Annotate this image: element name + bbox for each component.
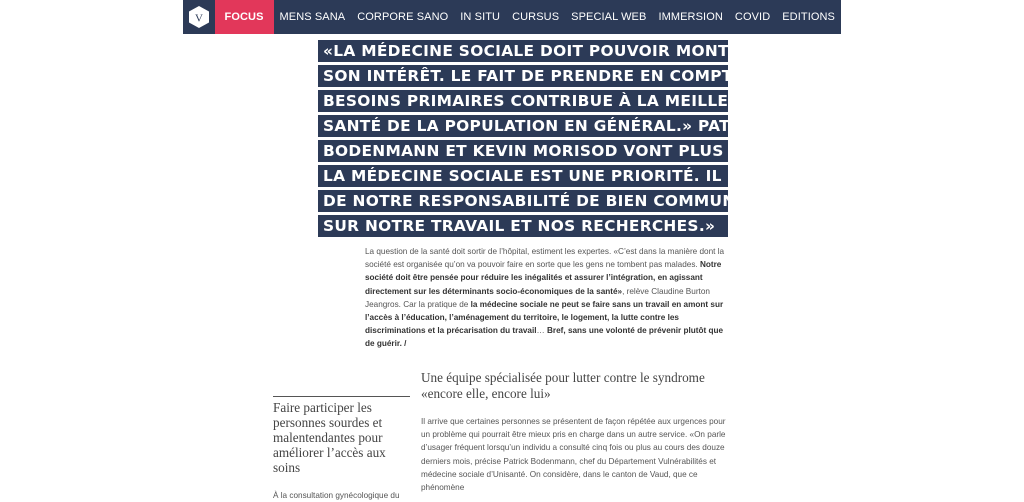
quote-line: SON INTÉRÊT. LE FAIT DE PRENDRE EN COMPTE LES (318, 65, 728, 87)
quote-line: LA MÉDECINE SOCIALE EST UNE PRIORITÉ. IL EST AUSSI (318, 165, 728, 187)
nav-corpore-sano[interactable]: CORPORE SANO (357, 11, 449, 23)
paragraph-text: La question de la santé doit sortir de l’hôpital, estiment les expertes. «C’est dans la manière dont la société est organisée qu’on va pouvoir faire en sorte que les gens ne tombent pas malades. (365, 247, 725, 270)
quote-line: SANTÉ DE LA POPULATION EN GÉNÉRAL.» PATRICK (318, 115, 728, 137)
quote-line: BODENMANN ET KEVIN MORISOD VONT PLUS LOIN: « (318, 140, 728, 162)
section-heading: Une équipe spécialisée pour lutter contre le syndrome «encore elle, encore lui» (421, 370, 705, 401)
pull-quote (318, 40, 819, 240)
top-navbar (183, 0, 841, 34)
quote-line: BESOINS PRIMAIRES CONTRIBUE À LA MEILLEURE (318, 90, 728, 112)
hexagon-logo-icon (188, 5, 210, 29)
nav-in-situ[interactable]: IN SITU (460, 11, 501, 23)
nav-immersion[interactable]: IMMERSION (658, 11, 723, 23)
nav-editions[interactable]: EDITIONS (782, 11, 835, 23)
quote-line: «LA MÉDECINE SOCIALE DOIT POUVOIR MONTRER (318, 40, 728, 62)
nav-special-web[interactable]: SPECIAL WEB (571, 11, 647, 23)
nav-covid[interactable]: COVID (734, 11, 771, 23)
paragraph-text: , relève Claudine Burton Jeangros. Car la pratique de (365, 286, 710, 309)
paragraph-bold: la médecine sociale ne peut se faire sans un travail en amont sur l’accès à l’éducation, l’aménagement du territoire, le logement, la lutte contre les discriminations et la précarisation du travail (365, 299, 724, 336)
paragraph-bold: Bref, sans une volonté de prévenir plutôt que de guérir. / (365, 326, 724, 349)
section-paragraph: Il arrive que certaines personnes se présentent de façon répétée aux urgences pour un problème qui pourrait être mieux pris en charge dans un autre service. «On parle d’usager fréquent lorsqu’un individu a consulté cinq fois ou plus au cours des douze derniers mois, précise Patrick Bodenmann, chef du Département Vulnérabilités et médecine sociale d’Unisanté. On considère, dans le canton de Vaud, que ce phénomène (421, 417, 726, 493)
quote-line: DE NOTRE RESPONSABILITÉ DE BIEN COMMUNIQUER (318, 190, 728, 212)
nav-mens-sana[interactable]: MENS SANA (279, 11, 346, 23)
article-paragraph (365, 245, 730, 351)
paragraph-bold: Notre société doit être pensée pour réduire les inégalités et assurer l’intégration, en agissant directement sur les déterminants socio-économiques de la santé» (365, 260, 722, 296)
sidebar-article-title[interactable]: Faire participer les personnes sourdes et malentendantes pour améliorer l’accès aux soins (273, 400, 386, 475)
sidebar-article-text: À la consultation gynécologique du (273, 491, 400, 500)
site-logo[interactable] (183, 0, 215, 34)
sidebar-divider (273, 396, 410, 397)
nav-cursus[interactable]: CURSUS (512, 11, 560, 23)
quote-line: SUR NOTRE TRAVAIL ET NOS RECHERCHES.» (318, 215, 728, 237)
paragraph-text: … (536, 326, 548, 336)
svg-text:V: V (194, 12, 203, 25)
nav-focus[interactable]: FOCUS (215, 0, 274, 34)
